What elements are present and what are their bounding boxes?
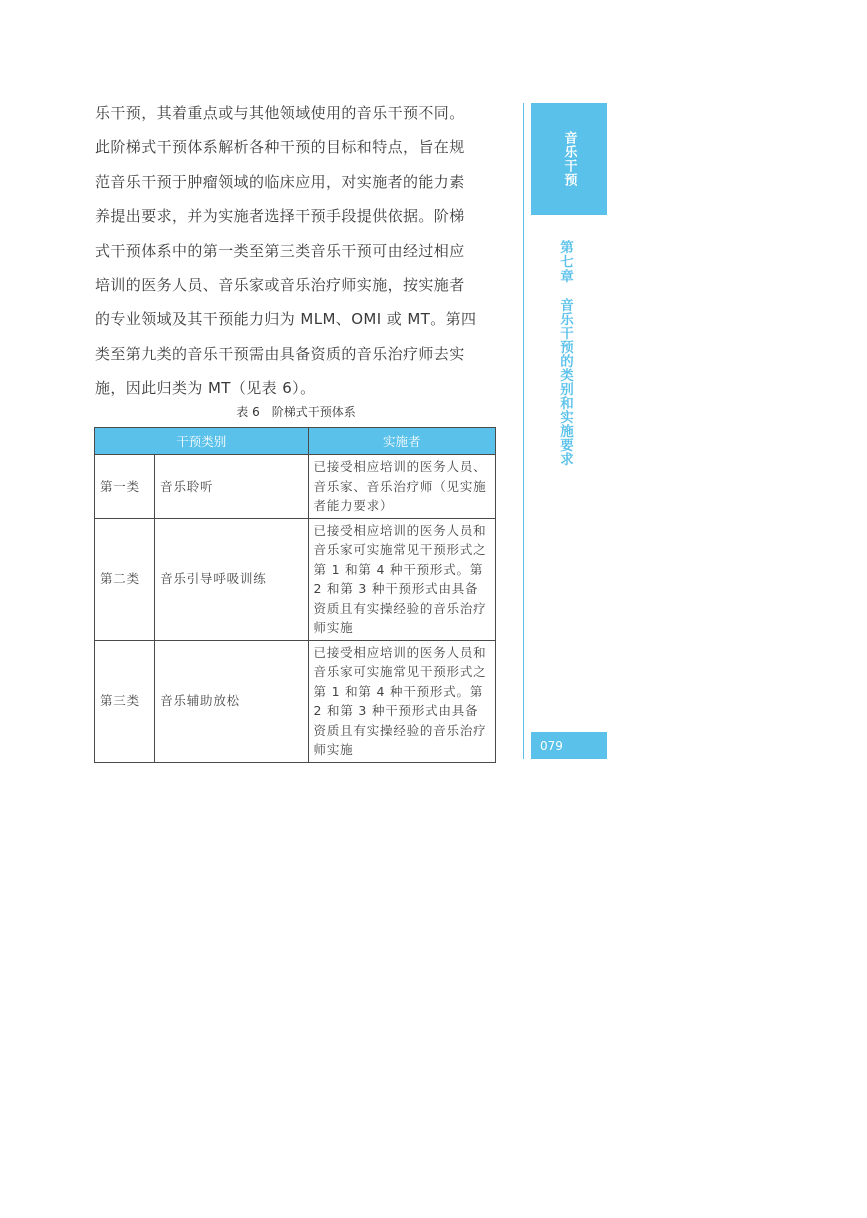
chapter-number: 第七章 (557, 240, 573, 284)
table-header-row (95, 428, 496, 455)
section-tab (531, 103, 607, 215)
paragraph-line: 培训的医务人员、音乐家或音乐治疗师实施，按实施者 (95, 276, 465, 295)
intervention-name-cell: 音乐辅助放松 (155, 640, 308, 762)
implementer-cell: 已接受相应培训的医务人员和音乐家可实施常见干预形式之第 1 和第 4 种干预形式。第 2 和第 3 种干预形式由具备资质且有实操经验的音乐治疗师实施 (308, 518, 495, 640)
category-cell: 第二类 (95, 518, 155, 640)
body-paragraph (95, 96, 497, 406)
table-caption: 表 6 阶梯式干预体系 (236, 405, 356, 419)
header-implementer: 实施者 (308, 428, 495, 455)
implementer-cell: 已接受相应培训的医务人员、音乐家、音乐治疗师（见实施者能力要求） (308, 455, 495, 519)
paragraph-line: 施，因此归类为 MT（见表 6）。 (95, 379, 316, 398)
section-tab-label: 音乐干预 (561, 131, 577, 187)
page-number-badge (531, 732, 607, 759)
paragraph-line: 范音乐干预于肿瘤领域的临床应用，对实施者的能力素 (95, 172, 465, 191)
table-row (95, 455, 496, 519)
intervention-name-cell: 音乐聆听 (155, 455, 308, 519)
category-cell: 第一类 (95, 455, 155, 519)
intervention-name-cell: 音乐引导呼吸训练 (155, 518, 308, 640)
chapter-title: 音乐干预的类别和实施要求 (557, 297, 573, 466)
paragraph-line: 的专业领域及其干预能力归为 MLM、OMI 或 MT。第四 (95, 310, 477, 329)
paragraph-line: 式干预体系中的第一类至第三类音乐干预可由经过相应 (95, 241, 465, 260)
paragraph-line: 乐干预，其着重点或与其他领域使用的音乐干预不同。 (95, 104, 465, 122)
margin-divider-line (523, 103, 524, 759)
table-row (95, 640, 496, 762)
intervention-table (94, 427, 496, 763)
chapter-heading (553, 240, 577, 466)
implementer-cell: 已接受相应培训的医务人员和音乐家可实施常见干预形式之第 1 和第 4 种干预形式。第 2 和第 3 种干预形式由具备资质且有实操经验的音乐治疗师实施 (308, 640, 495, 762)
paragraph-line: 此阶梯式干预体系解析各种干预的目标和特点，旨在规 (95, 138, 465, 157)
header-category: 干预类别 (95, 428, 309, 455)
page-number: 079 (540, 738, 563, 753)
paragraph-line: 养提出要求，并为实施者选择干预手段提供依据。阶梯 (95, 207, 465, 226)
category-cell: 第三类 (95, 640, 155, 762)
paragraph-line: 类至第九类的音乐干预需由具备资质的音乐治疗师去实 (95, 344, 465, 363)
table-row (95, 518, 496, 640)
